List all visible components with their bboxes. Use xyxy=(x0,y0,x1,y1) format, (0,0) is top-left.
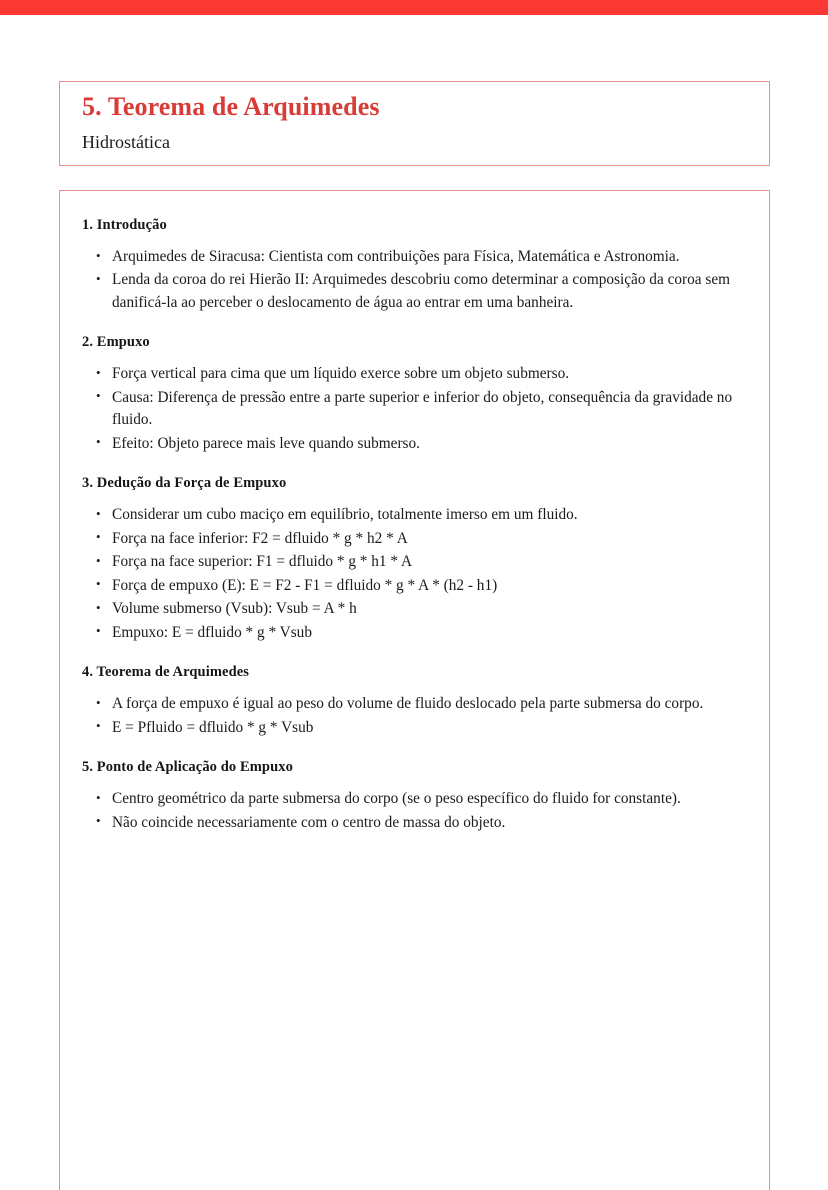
bullet-item: • A força de empuxo é igual ao peso do volume de fluido deslocado pela parte submersa do corpo. xyxy=(82,693,739,715)
section-bullet-list xyxy=(82,693,739,739)
section-heading: 1. Introdução xyxy=(82,217,167,233)
section-heading: 2. Empuxo xyxy=(82,334,150,351)
page-subtitle: Hidrostática xyxy=(82,132,170,152)
bullet-item: • Força na face inferior: F2 = dfluido * g * h2 * A xyxy=(82,528,739,550)
section-heading: 3. Dedução da Força de Empuxo xyxy=(82,475,287,492)
content-section xyxy=(82,475,739,644)
bullet-item: • Considerar um cubo maciço em equilíbrio, totalmente imerso em um fluido. xyxy=(82,504,739,526)
top-accent-bar xyxy=(0,0,828,15)
section-heading: 5. Ponto de Aplicação do Empuxo xyxy=(82,759,293,776)
content-section xyxy=(82,334,739,455)
content-section xyxy=(82,217,739,314)
bullet-item: • Força de empuxo (E): E = F2 - F1 = dfluido * g * A * (h2 - h1) xyxy=(82,575,739,597)
section-heading: 4. Teorema de Arquimedes xyxy=(82,664,250,681)
bullet-item: • Centro geométrico da parte submersa do corpo (se o peso específico do fluido for constante). xyxy=(82,788,739,810)
bullet-item: • E = Pfluido = dfluido * g * Vsub xyxy=(82,717,739,739)
section-bullet-list xyxy=(82,504,739,644)
content-body xyxy=(60,191,769,834)
bullet-item: • Efeito: Objeto parece mais leve quando submerso. xyxy=(82,433,739,455)
bullet-item: • Lenda da coroa do rei Hierão II: Arquimedes descobriu como determinar a composição da coroa sem danificá-la ao perceber o deslocamento de água ao entrar em uma banheira. xyxy=(82,269,739,314)
content-section xyxy=(82,759,739,834)
document-header-card xyxy=(59,81,770,166)
bullet-item: • Causa: Diferença de pressão entre a parte superior e inferior do objeto, consequência da gravidade no fluido. xyxy=(82,387,739,432)
bullet-item: • Não coincide necessariamente com o centro de massa do objeto. xyxy=(82,812,739,834)
section-bullet-list xyxy=(82,363,739,455)
document-content-card xyxy=(59,190,770,1190)
section-bullet-list xyxy=(82,246,739,314)
bullet-item: • Força na face superior: F1 = dfluido * g * h1 * A xyxy=(82,551,739,573)
bullet-item: • Força vertical para cima que um líquido exerce sobre um objeto submerso. xyxy=(82,363,739,385)
page-title: 5. Teorema de Arquimedes xyxy=(82,92,380,121)
content-section xyxy=(82,664,739,739)
section-bullet-list xyxy=(82,788,739,834)
bullet-item: • Empuxo: E = dfluido * g * Vsub xyxy=(82,622,739,644)
bullet-item: • Volume submerso (Vsub): Vsub = A * h xyxy=(82,598,739,620)
bullet-item: • Arquimedes de Siracusa: Cientista com contribuições para Física, Matemática e Astronomia. xyxy=(82,246,739,268)
